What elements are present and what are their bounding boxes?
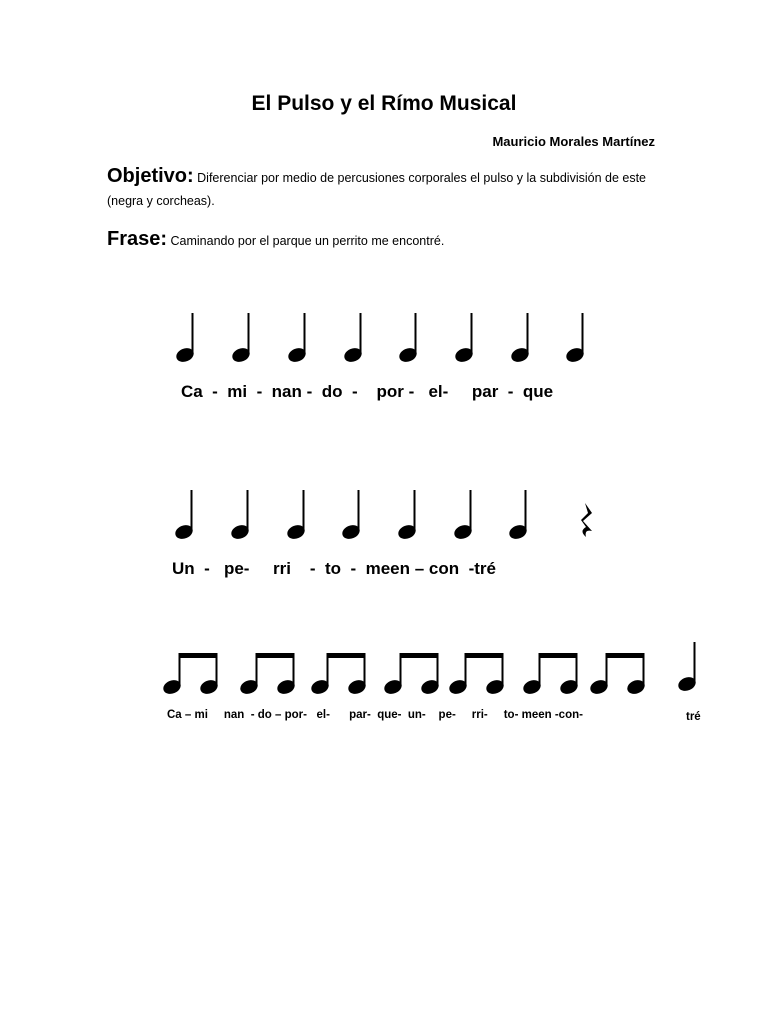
notation-row-1: [175, 313, 585, 364]
quarter-rest-icon: [581, 503, 592, 537]
eighth-note-pair-icon: [522, 653, 579, 696]
author-name: Mauricio Morales Martínez: [492, 134, 655, 149]
quarter-note-icon: [397, 490, 417, 541]
quarter-note-icon: [454, 313, 474, 364]
phrase-label: Frase:: [107, 228, 168, 250]
quarter-note-icon: [341, 490, 361, 541]
quarter-note-icon: [508, 490, 528, 541]
lyrics-row-2: Un - pe- rri - to - meen – con -tré: [172, 559, 496, 578]
quarter-note-icon: [230, 490, 250, 541]
notation-row-2: [174, 490, 592, 541]
page-title: El Pulso y el Rímo Musical: [251, 92, 517, 115]
quarter-note-icon: [677, 642, 697, 693]
quarter-note-icon: [174, 490, 194, 541]
lyrics-row-3: Ca – mi nan - do – por- el- par- que- un- pe- rri- to- meen -con-: [167, 709, 583, 721]
objective-label: Objetivo:: [107, 165, 194, 187]
notation-row-3: [162, 642, 697, 696]
quarter-note-icon: [343, 313, 363, 364]
eighth-note-pair-icon: [448, 653, 505, 696]
eighth-note-pair-icon: [310, 653, 367, 696]
quarter-note-icon: [231, 313, 251, 364]
quarter-note-icon: [175, 313, 195, 364]
eighth-note-pair-icon: [383, 653, 440, 696]
quarter-note-icon: [510, 313, 530, 364]
objective-text: Diferenciar por medio de percusiones corporales el pulso y la subdivisión de este (negra y corcheas).: [107, 171, 647, 208]
phrase-text: Caminando por el parque un perrito me encontré.: [170, 234, 445, 248]
quarter-note-icon: [398, 313, 418, 364]
lyrics-row-1: Ca - mi - nan - do - por - el- par - que: [181, 382, 554, 401]
eighth-note-pair-icon: [589, 653, 646, 696]
eighth-note-pair-icon: [239, 653, 296, 696]
quarter-note-icon: [286, 490, 306, 541]
lyrics-row-3-last: tré: [686, 711, 701, 723]
quarter-note-icon: [287, 313, 307, 364]
quarter-note-icon: [565, 313, 585, 364]
quarter-note-icon: [453, 490, 473, 541]
eighth-note-pair-icon: [162, 653, 219, 696]
